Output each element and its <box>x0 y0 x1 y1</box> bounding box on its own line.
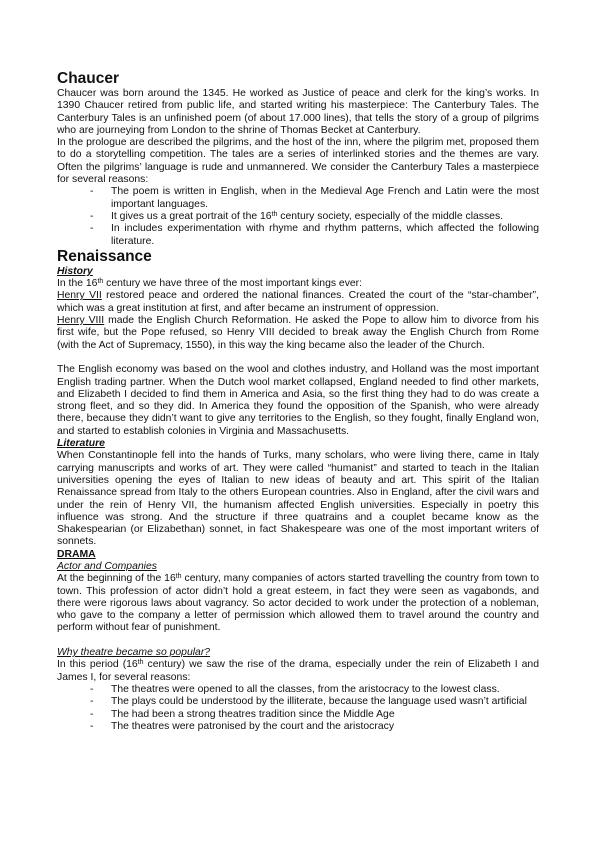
literature-heading: Literature <box>57 438 105 450</box>
document-page <box>57 70 539 733</box>
chaucer-paragraph-2: In the prologue are described the pilgrims, and the host of the inn, where the pilgrim met, proposed them to do a storytelling competition. The tales are a series of interlinked stories and the themes are vary. Often the pilgrims’ language is rude and unmannered. We consider the Canterbury Tales a masterpiece for several reasons: <box>57 137 539 186</box>
history-intro: In the 16th century we have three of the most important kings ever: <box>57 278 363 290</box>
list-item: - The had been a strong theatres tradition since the Middle Age <box>90 709 539 721</box>
literature-paragraph: When Constantinople fell into the hands of Turks, many scholars, who were living there, came in Italy carrying manuscripts and works of art. They were called “humanist” and started to teach in the Italian universities opening the eyes of Italian to new ideas of beauty and art. This spirit of the Italian Renaissance spread from Italy to the others European countries. Also in England, after the civil wars and under the rein of Henry VII, the humanism affected English universities. Especially in poetry this influence was strong. And the structure if three quatrains and a couplet became know as the Shakespearian (or Elizabethan) sonnet, in fact Shakespeare was one of the most important writers of sonnets. <box>57 450 539 548</box>
henry-vii-name: Henry VII <box>57 290 102 302</box>
why-theatre-heading: Why theatre became so popular? <box>57 647 211 659</box>
history-heading: History <box>57 265 93 277</box>
economy-paragraph: The English economy was based on the wool and clothes industry, and Holland was the most important English trading partner. When the Dutch wool market collapsed, England needed to find other markets, and Elizabeth I decided to find them in America and Asia, so the first thing they had to do was create a strong fleet, and so they did. In America they found the opposition of the Spanish, who were already there, because they didn’t want to give any territories to the English, so they fought, finally England won, and started to establish colonies in Virginia and Massachusetts. <box>57 364 539 437</box>
henry-vii-paragraph: Henry VII restored peace and ordered the national finances. Created the court of the “star-chamber”, which was a great institution at first, and after became an instrument of oppression. <box>57 290 539 314</box>
chaucer-reasons-list <box>57 186 539 247</box>
theatre-reasons-list <box>57 684 539 733</box>
renaissance-heading: Renaissance <box>57 247 152 265</box>
henry-viii-paragraph: Henry VIII made the English Church Reformation. He asked the Pope to allow him to divorce from his first wife, but the Pope refused, so Henry VIII decided to break away the English Church from Rome (with the Act of Supremacy, 1550), in this way the king became also the leader of the Church. <box>57 315 539 351</box>
actors-heading: Actor and Companies <box>57 560 157 572</box>
drama-heading: DRAMA <box>57 548 96 560</box>
list-item: - It gives us a great portrait of the 16th century society, especially of the middle classes. <box>90 211 539 223</box>
list-item: - The theatres were opened to all the classes, from the aristocracy to the lowest class. <box>90 684 539 696</box>
list-item: - The poem is written in English, when in the Medieval Age French and Latin were the most important languages. <box>90 186 539 211</box>
why-theatre-paragraph: In this period (16th century) we saw the rise of the drama, especially under the rein of Elizabeth I and James I, for several reasons: <box>57 659 539 683</box>
list-item: - In includes experimentation with rhyme and rhythm patterns, which affected the following literature. <box>90 223 539 248</box>
actors-paragraph: At the beginning of the 16th century, many companies of actors started travelling the country from town to town. This profession of actor didn’t hold a great esteem, in fact they were seen as vagabonds, and there were rigorous laws about vagrancy. So actor decided to work under the protection of a nobleman, who gave to the company a letter of permission which allowed them to travel around the country and perform without fear of punishment. <box>57 573 539 634</box>
list-item: - The theatres were patronised by the court and the aristocracy <box>90 721 539 733</box>
chaucer-paragraph-1: Chaucer was born around the 1345. He worked as Justice of peace and clerk for the king’s works. In 1390 Chaucer retired from public life, and started writing his masterpiece: The Canterbury Tales. The Canterbury Tales is an unfinished poem (of about 17.000 lines), that tells the story of a group of pilgrims who are journeying from London to the shrine of Thomas Becket at Canterbury. <box>57 88 539 136</box>
henry-viii-name: Henry VIII <box>57 315 105 327</box>
list-item: - The plays could be understood by the illiterate, because the language used wasn’t artificial <box>90 696 539 708</box>
chaucer-heading: Chaucer <box>57 70 120 87</box>
